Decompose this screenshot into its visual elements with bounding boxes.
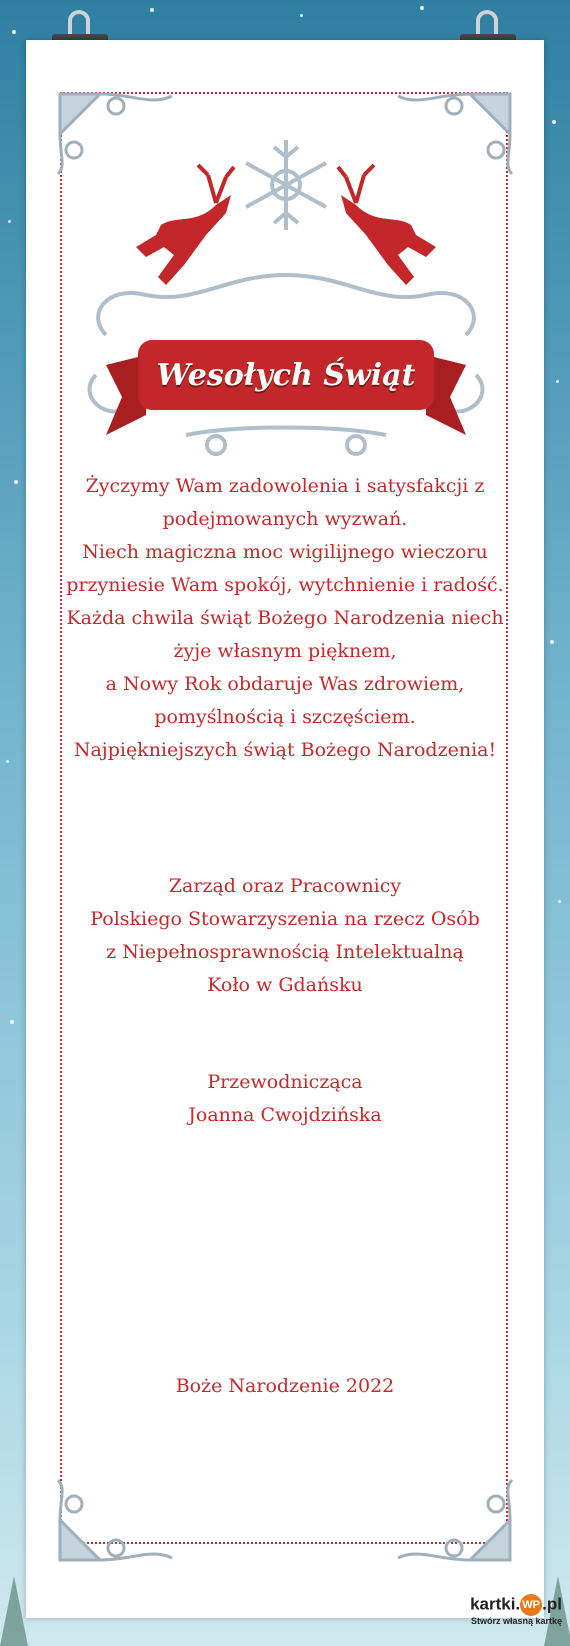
brand-badge-icon: WP — [520, 1594, 542, 1616]
snowflake-dot — [550, 640, 554, 644]
tree-icon — [0, 1576, 28, 1646]
snowflake-dot — [558, 900, 561, 903]
message-line: Najpiękniejszych świąt Bożego Narodzenia! — [73, 739, 497, 761]
president-block — [60, 1066, 510, 1132]
snowflake-dot — [6, 760, 9, 763]
reindeer-icon — [136, 165, 234, 285]
header-ornament — [66, 135, 506, 465]
brand-logo[interactable] — [450, 1594, 562, 1640]
brand-name-suffix: .pl — [542, 1594, 562, 1614]
president-title: Przewodnicząca — [207, 1071, 363, 1093]
message-line: Niech magiczna moc wigilijnego wieczoru — [82, 541, 488, 563]
reindeer-icon — [338, 165, 436, 285]
snowflake-icon — [246, 140, 326, 230]
president-name: Joanna Cwojdzińska — [188, 1104, 382, 1126]
signature-line: Zarząd oraz Pracownicy — [168, 875, 402, 897]
corner-ornament-icon — [378, 1478, 518, 1568]
banner-title: Wesołych Świąt — [156, 357, 416, 393]
brand-tagline: Stwórz własną kartkę — [470, 1616, 562, 1626]
snowflake-dot — [552, 120, 556, 124]
brand-name-prefix: kartki. — [470, 1594, 521, 1614]
greeting-message — [60, 470, 510, 767]
message-line: pomyślnością i szczęściem. — [154, 706, 416, 728]
snowflake-dot — [12, 30, 16, 34]
snowflake-dot — [14, 480, 18, 484]
corner-ornament-icon — [52, 1478, 192, 1568]
signature-block — [60, 870, 510, 1002]
date-text: Boże Narodzenie 2022 — [175, 1375, 395, 1397]
message-line: podejmowanych wyzwań. — [162, 508, 408, 530]
message-line: Każda chwila świąt Bożego Narodzenia niech — [66, 607, 504, 629]
message-line: Życzymy Wam zadowolenia i satysfakcji z — [85, 475, 485, 497]
card-date — [60, 1370, 510, 1403]
snowflake-dot — [8, 220, 11, 223]
snowflake-dot — [300, 14, 303, 17]
snowflake-dot — [10, 1020, 14, 1024]
signature-line: z Niepełnosprawnością Intelektualną — [106, 941, 464, 963]
message-line: przyniesie Wam spokój, wytchnienie i radość. — [66, 574, 504, 596]
snowflake-dot — [556, 380, 559, 383]
message-line: a Nowy Rok obdaruje Was zdrowiem, — [105, 673, 465, 695]
signature-line: Koło w Gdańsku — [207, 974, 363, 996]
signature-line: Polskiego Stowarzyszenia na rzecz Osób — [90, 908, 480, 930]
snowflake-dot — [420, 6, 424, 10]
message-line: żyje własnym pięknem, — [173, 640, 397, 662]
snowflake-dot — [150, 8, 154, 12]
